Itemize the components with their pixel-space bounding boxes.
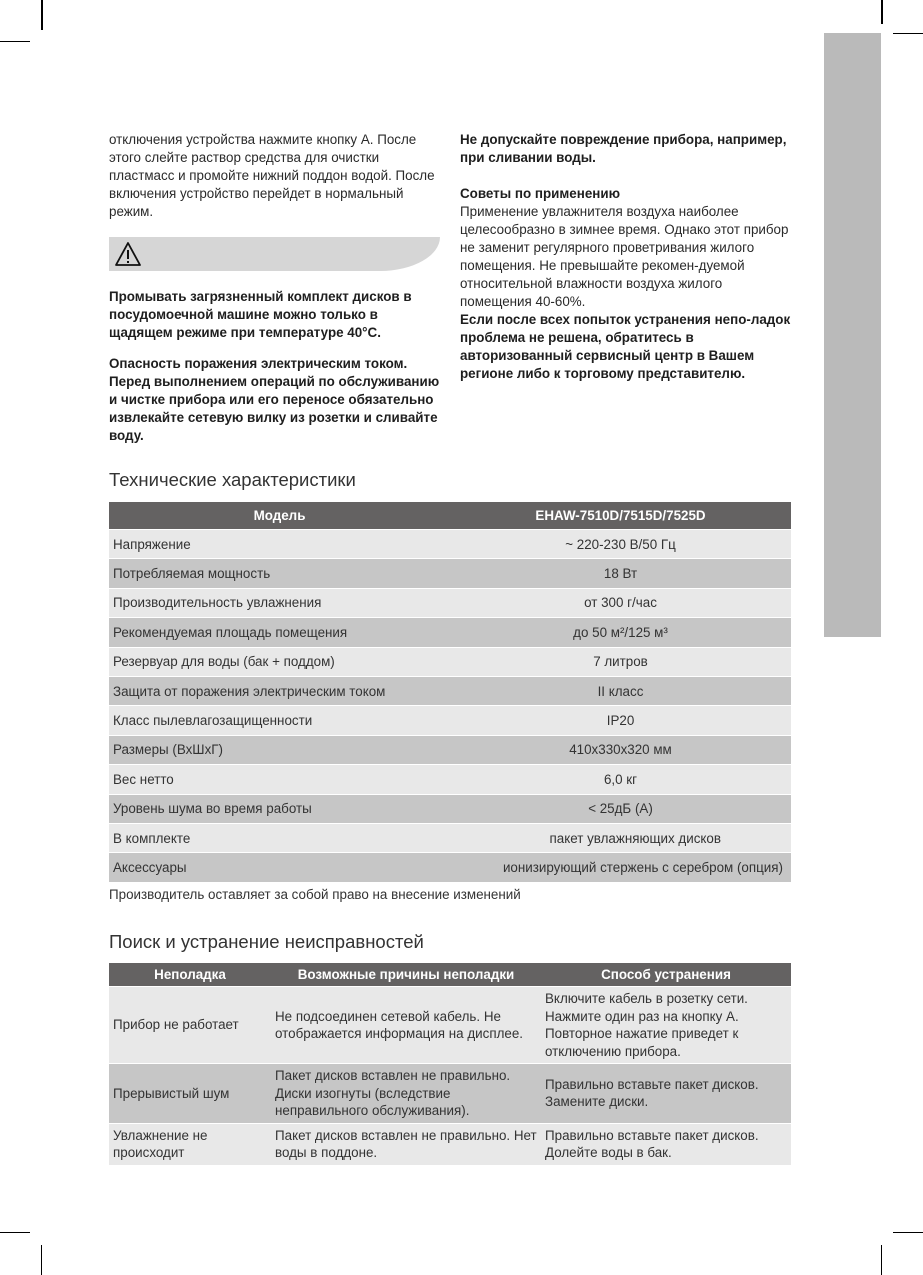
spec-value: IP20 bbox=[450, 706, 791, 735]
solution-cell: Правильно вставьте пакет дисков. Замените диски. bbox=[541, 1064, 791, 1124]
troubleshooting-header-row bbox=[109, 963, 791, 987]
problem-cell: Увлажнение не происходит bbox=[109, 1123, 271, 1165]
spec-param: Вес нетто bbox=[109, 765, 450, 794]
right-column bbox=[460, 131, 795, 383]
table-row bbox=[109, 853, 791, 882]
table-row bbox=[109, 1064, 791, 1124]
spec-param: Производительность увлажнения bbox=[109, 588, 450, 617]
cause-cell: Пакет дисков вставлен не правильно. Диски изогнуты (вследствие неправильного обслуживания). bbox=[271, 1064, 541, 1124]
crop-mark bbox=[0, 1232, 30, 1233]
spec-param: Защита от поражения электрическим током bbox=[109, 676, 450, 705]
spec-value: до 50 м²/125 м³ bbox=[450, 618, 791, 647]
table-row bbox=[109, 794, 791, 823]
table-row bbox=[109, 765, 791, 794]
left-column bbox=[109, 131, 444, 445]
spec-value: < 25дБ (А) bbox=[450, 794, 791, 823]
service-note: Если после всех попыток устранения непо-ладок проблема не решена, обратитесь в авторизованный сервисный центр в Вашем регионе либо к торговому представителю. bbox=[460, 312, 791, 381]
spec-value: ~ 220-230 В/50 Гц bbox=[450, 530, 791, 559]
warning-bar bbox=[109, 237, 440, 271]
crop-mark bbox=[0, 41, 30, 42]
spec-param: Уровень шума во время работы bbox=[109, 794, 450, 823]
specs-title: Технические характеристики bbox=[109, 469, 356, 490]
spec-value: 410x330x320 мм bbox=[450, 735, 791, 764]
problem-cell: Прибор не работает bbox=[109, 987, 271, 1064]
spec-value: от 300 г/час bbox=[450, 588, 791, 617]
table-row bbox=[109, 676, 791, 705]
warning-text-electric: Опасность поражения электрическим током. Перед выполнением операций по обслуживанию и чистке прибора или его переносе обязательно извлекайте сетевую вилку из розетки и сливайте воду. bbox=[109, 356, 440, 443]
table-row bbox=[109, 1123, 791, 1165]
spec-param: Размеры (ВхШхГ) bbox=[109, 735, 450, 764]
solution-cell: Правильно вставьте пакет дисков. Долейте воды в бак. bbox=[541, 1123, 791, 1165]
table-row bbox=[109, 647, 791, 676]
spec-value: пакет увлажняющих дисков bbox=[450, 823, 791, 852]
solution-cell: Включите кабель в розетку сети. Нажмите один раз на кнопку А. Повторное нажатие приведет к отключению прибора. bbox=[541, 987, 791, 1064]
intro-text: отключения устройства нажмите кнопку А. После этого слейте раствор средства для очистки пластмасс и промойте нижний поддон водой. После включения устройство перейдет в нормальный режим. bbox=[109, 132, 435, 219]
side-section-tab bbox=[824, 33, 881, 637]
troubleshooting-table bbox=[109, 963, 791, 1165]
specs-header-param: Модель bbox=[109, 502, 450, 530]
table-row bbox=[109, 706, 791, 735]
spec-param: Потребляемая мощность bbox=[109, 559, 450, 588]
warning-text-dishwasher: Промывать загрязненный комплект дисков в посудомоечной машине можно только в щадящем режиме при температуре 40°С. bbox=[109, 289, 412, 340]
spec-param: Рекомендуемая площадь помещения bbox=[109, 618, 450, 647]
problem-cell: Прерывистый шум bbox=[109, 1064, 271, 1124]
spec-param: Напряжение bbox=[109, 530, 450, 559]
table-row bbox=[109, 987, 791, 1064]
tips-heading: Советы по применению bbox=[460, 186, 621, 201]
header-solution: Способ устранения bbox=[541, 963, 791, 987]
table-row bbox=[109, 559, 791, 588]
table-row bbox=[109, 530, 791, 559]
spec-value: 6,0 кг bbox=[450, 765, 791, 794]
tips-text: Применение увлажнителя воздуха наиболее целесообразно в зимнее время. Однако этот прибор не заменит регулярного проветривания жилого помещения. Не превышайте рекомен-дуемой относительной влажности воздуха жилого помещения 40-60%. bbox=[460, 204, 789, 309]
crop-mark bbox=[881, 0, 883, 24]
specs-header-row bbox=[109, 502, 791, 530]
spec-param: Класс пылевлагозащищенности bbox=[109, 706, 450, 735]
table-row bbox=[109, 618, 791, 647]
warning-triangle-icon bbox=[114, 241, 142, 267]
specs-header-value: EHAW-7510D/7515D/7525D bbox=[450, 502, 791, 530]
spec-value: ионизирующий стержень с серебром (опция) bbox=[450, 853, 791, 882]
specs-table bbox=[109, 502, 791, 882]
crop-mark bbox=[881, 1245, 882, 1275]
cause-cell: Пакет дисков вставлен не правильно. Нет воды в поддоне. bbox=[271, 1123, 541, 1165]
header-cause: Возможные причины неполадки bbox=[271, 963, 541, 987]
spec-param: В комплекте bbox=[109, 823, 450, 852]
spec-param: Аксессуары bbox=[109, 853, 450, 882]
table-row bbox=[109, 735, 791, 764]
specs-footnote: Производитель оставляет за собой право на внесение изменений bbox=[109, 887, 521, 902]
spec-value: II класс bbox=[450, 676, 791, 705]
spec-value: 18 Вт bbox=[450, 559, 791, 588]
spec-param: Резервуар для воды (бак + поддом) bbox=[109, 647, 450, 676]
troubleshooting-title: Поиск и устранение неисправностей bbox=[109, 931, 424, 952]
table-row bbox=[109, 588, 791, 617]
cause-cell: Не подсоединен сетевой кабель. Не отображается информация на дисплее. bbox=[271, 987, 541, 1064]
crop-mark bbox=[41, 0, 43, 30]
crop-mark bbox=[41, 1245, 42, 1275]
damage-warning: Не допускайте повреждение прибора, например, при сливании воды. bbox=[460, 132, 787, 165]
crop-mark bbox=[893, 33, 923, 34]
table-row bbox=[109, 823, 791, 852]
spec-value: 7 литров bbox=[450, 647, 791, 676]
crop-mark bbox=[893, 1232, 923, 1233]
header-problem: Неполадка bbox=[109, 963, 271, 987]
